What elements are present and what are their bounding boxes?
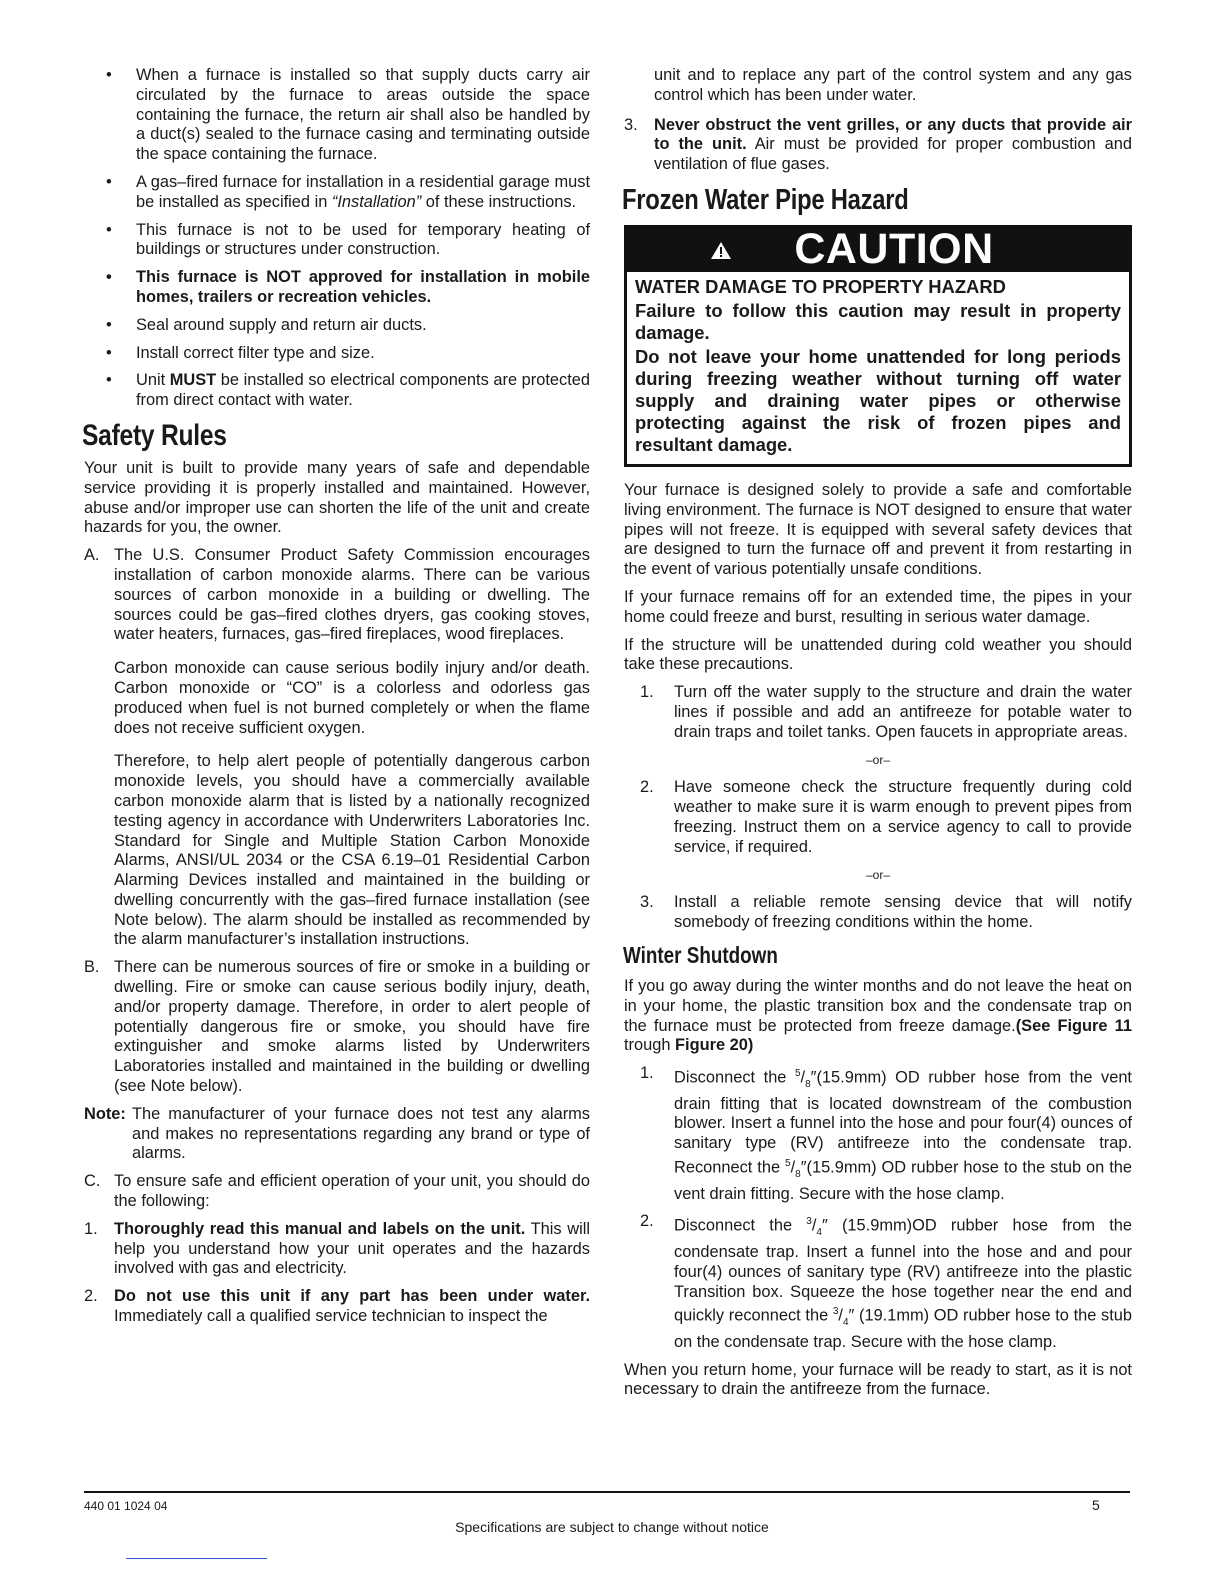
list-item: • Install correct filter type and size. bbox=[84, 344, 590, 364]
item-marker: 1. bbox=[84, 1219, 98, 1238]
item-marker: A. bbox=[84, 546, 100, 565]
paragraph: unit and to replace any part of the control system and any gas control which has been under water. bbox=[654, 66, 1132, 104]
paragraph: If your furnace remains off for an extended time, the pipes in your home could freeze and burst, resulting in serious water damage. bbox=[624, 587, 1132, 626]
safety-step-1 bbox=[84, 1220, 590, 1279]
figure-reference: Figure 20) bbox=[675, 1036, 754, 1055]
caution-header bbox=[627, 225, 1129, 274]
or-separator: –or– bbox=[865, 752, 891, 767]
safety-step-3 bbox=[624, 116, 1132, 175]
list-item: • Seal around supply and return air ducts. bbox=[84, 316, 590, 336]
list-item: • A gas–fired furnace for installation in a residential garage must be installed as specified in “Installation” of these instructions. bbox=[84, 173, 590, 213]
winter-step-2 bbox=[624, 1212, 1132, 1352]
paragraph: If the structure will be unattended during cold weather you should take these precautions. bbox=[624, 635, 1132, 674]
paragraph: Have someone check the structure frequently during cold weather to make sure it is warm enough to prevent pipes from freezing. Instruct them on a service agency to call to provide service, if required. bbox=[674, 778, 1132, 856]
item-marker: C. bbox=[84, 1172, 101, 1191]
blue-underline bbox=[126, 1558, 267, 1559]
installation-bullet-list bbox=[84, 66, 590, 411]
list-item: • Unit MUST be installed so electrical components are protected from direct contact with water. bbox=[84, 371, 590, 411]
alarm-note bbox=[84, 1105, 590, 1164]
caution-body bbox=[627, 272, 1129, 464]
paragraph: To ensure safe and efficient operation of your unit, you should do the following: bbox=[114, 1172, 590, 1211]
paragraph: Do not use this unit if any part has been under water. Immediately call a qualified service technician to inspect the bbox=[114, 1287, 590, 1326]
caution-line: Failure to follow this caution may result in property damage. bbox=[635, 299, 1121, 343]
safety-step-2-continued bbox=[624, 66, 1132, 106]
winter-intro-paragraph: If you go away during the winter months and do not leave the heat on in your home, the plastic transition box and the condensate trap on the furnace must be protected from freeze damage.(See Figure 11 trough Figure 20) bbox=[624, 976, 1133, 1055]
precaution-step bbox=[624, 893, 1132, 933]
item-marker: 2. bbox=[640, 1212, 654, 1231]
caution-word: CAUTION bbox=[794, 225, 994, 274]
or-separator: –or– bbox=[865, 867, 891, 882]
list-item: • When a furnace is installed so that supply ducts carry air circulated by the furnace to areas outside the space containing the furnace, the return air shall also be handled by a duct(s) sealed to the furnace casing and terminating outside the space containing the furnace. bbox=[84, 66, 590, 165]
paragraph: Therefore, to help alert people of potentially dangerous carbon monoxide levels, you should have a commercially available carbon monoxide alarm that is listed by a nationally recognized testing agency in accordance with Underwriters Laboratories Inc. Standard for Single and Multiple Station Carbon Monoxide Alarms, ANSI/UL 2034 or the CSA 6.19–01 Residential Carbon Alarming Devices installed and maintained in the building or dwelling concurrently with the gas–fired furnace installation (see Note below). The alarm should be installed as recommended by the alarm manufacturer’s installation instructions. bbox=[114, 752, 590, 949]
footer-rule bbox=[84, 1491, 1130, 1493]
safety-item-c bbox=[84, 1172, 590, 1212]
item-marker: 1. bbox=[640, 683, 654, 702]
safety-item-b bbox=[84, 958, 590, 1097]
paragraph: The U.S. Consumer Product Safety Commission encourages installation of carbon monoxide alarms. There can be various sources of carbon monoxide in a building or dwelling. The sources could be gas–fired clothes dryers, gas cooking stoves, water heaters, furnaces, gas–fired fireplaces, wood fireplaces. bbox=[114, 546, 590, 644]
footer-notice: Specifications are subject to change without notice bbox=[455, 1519, 769, 1535]
item-marker: 3. bbox=[640, 893, 654, 912]
caution-line: Do not leave your home unattended for long periods during freezing weather without turning off water supply and draining water pipes or otherwise protecting against the risk of frozen pipes and resultant damage. bbox=[635, 345, 1121, 455]
paragraph: Disconnect the $^5/_8''(15.9mm)$ OD rubber hose from the vent drain fitting that is located downstream of the combustion blower. Insert a funnel into the hose and pour four(4) ounces of sanitary type (RV) antifreeze into the condensate trap. Reconnect the $^5/_8''(15.9mm)$ OD rubber hose to the stub on the vent drain fitting. Secure with the hose clamp. bbox=[674, 1068, 1132, 1203]
item-marker: B. bbox=[84, 958, 100, 977]
figure-reference: (See Figure 11 bbox=[1015, 1016, 1133, 1035]
list-item: • This furnace is NOT approved for installation in mobile homes, trailers or recreation vehicles. bbox=[84, 268, 590, 308]
note-text: The manufacturer of your furnace does not test any alarms and makes no representations regarding any brand or type of alarms. bbox=[132, 1104, 590, 1163]
winter-step-1 bbox=[624, 1064, 1132, 1204]
warning-triangle-icon bbox=[711, 242, 731, 259]
paragraph: Disconnect the $^3/_4''$ (15.9mm)OD rubber hose from the condensate trap. Insert a funnel into the hose and and pour four(4) ounces of sanitary type (RV) antifreeze into the plastic Transition box. Squeeze the hose together near the end and quickly reconnect the $^3/_4''$ (19.1mm) OD rubber hose to the stub on the condensate trap. Secure with the hose clamp. bbox=[674, 1216, 1132, 1351]
list-item: • This furnace is not to be used for temporary heating of buildings or structures under construction. bbox=[84, 221, 590, 261]
frozen-water-pipe-heading: Frozen Water Pipe Hazard bbox=[622, 183, 909, 216]
safety-intro-paragraph: Your unit is built to provide many years of safe and dependable service providing it is properly installed and maintained. However, abuse and/or improper use can shorten the life of the unit and create hazards for you, the owner. bbox=[84, 458, 590, 537]
item-marker: 2. bbox=[84, 1287, 98, 1306]
paragraph: Thoroughly read this manual and labels on the unit. This will help you understand how your unit operates and the hazards involved with gas and electricity. bbox=[114, 1219, 590, 1278]
page-number: 5 bbox=[1092, 1497, 1100, 1513]
paragraph: There can be numerous sources of fire or smoke in a building or dwelling. Fire or smoke can cause serious bodily injury, death, and/or property damage. Therefore, in order to alert people of potentially dangerous fire or smoke, you should have fire extinguisher and smoke alarms listed by Underwriters Laboratories installed and maintained in the building or dwelling (see Note below). bbox=[114, 958, 590, 1096]
safety-rules-heading: Safety Rules bbox=[82, 418, 227, 452]
note-label: Note: bbox=[84, 1104, 126, 1123]
closing-paragraph: When you return home, your furnace will be ready to start, as it is not necessary to drain the antifreeze from the furnace. bbox=[624, 1360, 1132, 1399]
item-marker: 3. bbox=[624, 115, 638, 134]
right-column bbox=[624, 66, 1132, 1408]
caution-hazard-title: WATER DAMAGE TO PROPERTY HAZARD bbox=[635, 275, 1006, 297]
left-column bbox=[84, 66, 590, 1335]
paragraph: Install a reliable remote sensing device that will notify somebody of freezing conditions within the home. bbox=[674, 893, 1132, 932]
precaution-step bbox=[624, 778, 1132, 857]
safety-item-a bbox=[84, 546, 590, 950]
item-marker: 1. bbox=[640, 1064, 654, 1083]
caution-box bbox=[624, 225, 1132, 467]
safety-step-2 bbox=[84, 1287, 590, 1327]
precaution-step bbox=[624, 683, 1132, 742]
winter-shutdown-heading: Winter Shutdown bbox=[623, 941, 778, 968]
paragraph: Your furnace is designed solely to provide a safe and comfortable living environment. The furnace is NOT designed to ensure that water pipes will not freeze. It is equipped with several safety devices that are designed to turn the furnace off and prevent it from restarting in the event of various potentially unsafe conditions. bbox=[624, 480, 1132, 579]
document-number: 440 01 1024 04 bbox=[84, 1499, 168, 1513]
item-marker: 2. bbox=[640, 778, 654, 797]
paragraph: Carbon monoxide can cause serious bodily injury and/or death. Carbon monoxide or “CO” is a colorless and odorless gas produced when fuel is not burned completely or when the flame does not receive sufficient oxygen. bbox=[114, 659, 590, 737]
installation-reference: “Installation” bbox=[331, 192, 422, 211]
paragraph: Turn off the water supply to the structure and drain the water lines if possible and add an antifreeze for potable water to drain traps and toilet tanks. Open faucets in appropriate areas. bbox=[674, 683, 1132, 741]
paragraph: Never obstruct the vent grilles, or any ducts that provide air to the unit. Air must be provided for proper combustion and ventilation of flue gases. bbox=[654, 115, 1132, 174]
